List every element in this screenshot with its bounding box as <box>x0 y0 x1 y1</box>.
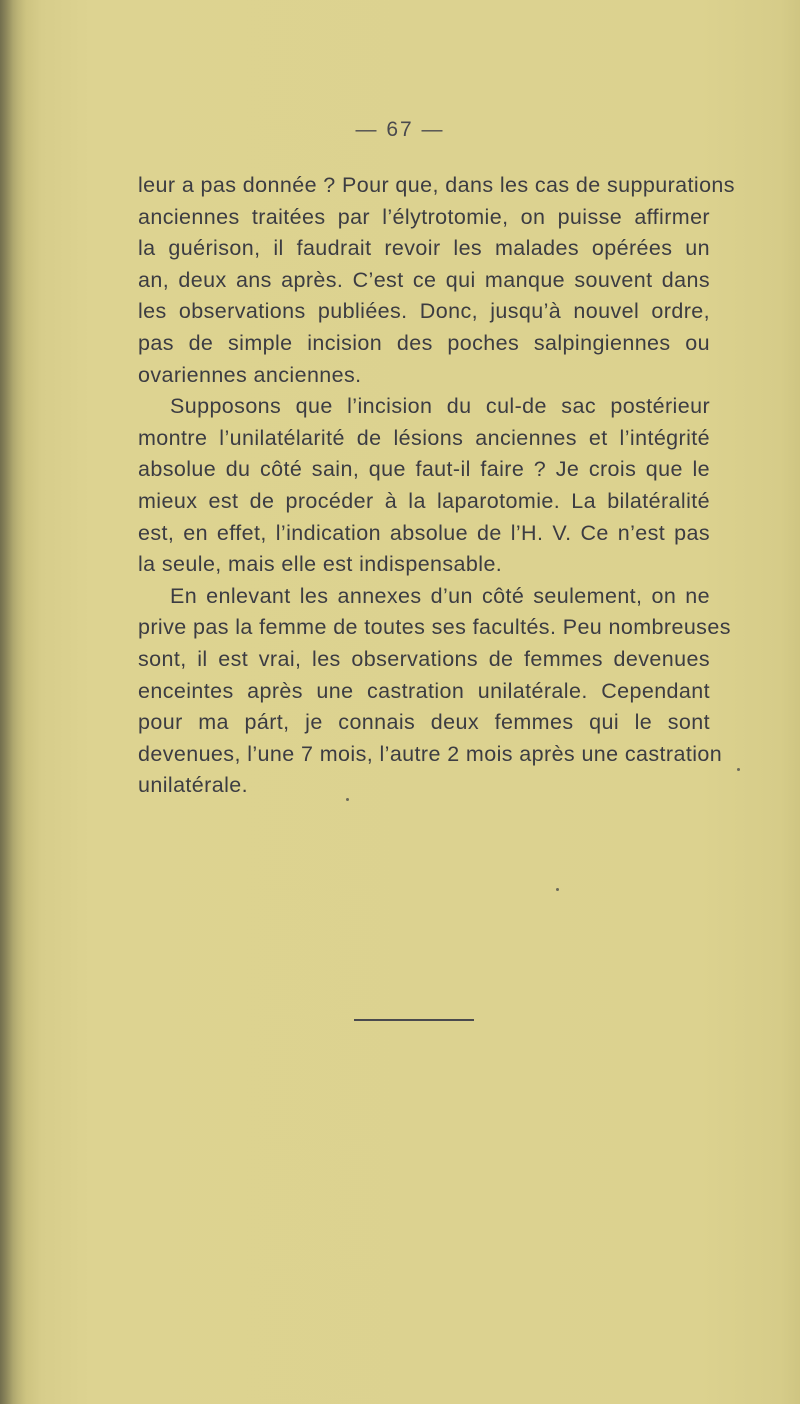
text-line: prive pas la femme de toutes ses facultés. Peu nombreuses <box>138 615 731 640</box>
page-number: — 67 — <box>355 118 445 141</box>
text-line: enceintes après une castration unilatérale. Cependant <box>138 678 710 703</box>
text-line: la guérison, il faudrait revoir les malades opérées un <box>138 236 710 261</box>
text-line: devenues, l’une 7 mois, l’autre 2 mois après une castration <box>138 741 723 766</box>
paper-speck <box>346 798 349 801</box>
body-text <box>138 170 735 802</box>
paragraph-2 <box>138 391 710 581</box>
binding-shadow <box>0 0 26 1404</box>
text-line: unilatérale. <box>138 773 248 798</box>
text-line: anciennes traitées par l’élytrotomie, on puisse affirmer <box>138 204 710 229</box>
text-line: mieux est de procéder à la laparotomie. La bilatéralité <box>138 488 710 513</box>
text-line: absolue du côté sain, que faut-il faire ? Je crois que le <box>138 457 710 482</box>
text-line: an, deux ans après. C’est ce qui manque souvent dans <box>138 267 710 292</box>
text-line: montre l’unilatélarité de lésions anciennes et l’intégrité <box>138 425 710 450</box>
text-line: Supposons que l’incision du cul-de sac postérieur <box>170 394 710 419</box>
paper-speck <box>556 888 559 891</box>
text-line: pas de simple incision des poches salpingiennes ou <box>138 330 710 355</box>
text-line: est, en effet, l’indication absolue de l’H. V. Ce n’est pas <box>138 520 710 545</box>
text-line: pour ma párt, je connais deux femmes qui le sont <box>138 710 710 735</box>
paragraph-1 <box>138 170 735 391</box>
text-line: En enlevant les annexes d’un côté seulement, on ne <box>170 583 710 608</box>
paper-speck <box>737 768 740 771</box>
text-line: les observations publiées. Donc, jusqu’à nouvel ordre, <box>138 299 710 324</box>
end-rule <box>354 1019 474 1021</box>
text-line: sont, il est vrai, les observations de femmes devenues <box>138 646 710 671</box>
text-line: la seule, mais elle est indispensable. <box>138 552 503 577</box>
text-line: ovariennes anciennes. <box>138 362 362 387</box>
text-line: leur a pas donnée ? Pour que, dans les cas de suppurations <box>138 173 735 197</box>
paragraph-3 <box>138 581 731 802</box>
